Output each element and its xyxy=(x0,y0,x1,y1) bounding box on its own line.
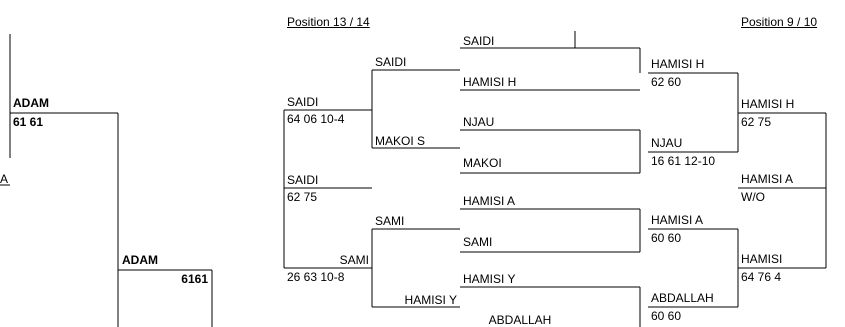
r2-w2: MAKOI S xyxy=(375,134,426,148)
r1-m1-top: SAIDI xyxy=(463,34,495,48)
r3-w1: SAIDI xyxy=(287,95,319,109)
right-r1-s2: 16 61 12-10 xyxy=(651,154,716,168)
right-r1-s4: 60 60 xyxy=(651,309,682,323)
right-r1-w1: HAMISI H xyxy=(651,57,705,71)
right-r1-w4: ABDALLAH xyxy=(651,291,714,305)
r2-w1: SAIDI xyxy=(375,55,407,69)
r1-m2-bottom: MAKOI xyxy=(463,156,502,170)
r3-w2-score: 62 75 xyxy=(287,190,318,204)
r3-w3: SAMI xyxy=(339,253,369,267)
r1-m4-top: HAMISI Y xyxy=(463,272,516,286)
left-position-header: Position 13 / 14 xyxy=(287,15,370,29)
right-r1-w3: HAMISI A xyxy=(651,213,704,227)
right-position-header: Position 9 / 10 xyxy=(741,15,818,29)
r3-w3-score: 26 63 10-8 xyxy=(287,270,345,284)
right-r1-s1: 62 60 xyxy=(651,75,682,89)
r1-m1-bottom: HAMISI H xyxy=(463,75,517,89)
right-r2-s3: 64 76 4 xyxy=(741,270,782,284)
r1-m3-top: HAMISI A xyxy=(463,194,516,208)
r1-m2-top: NJAU xyxy=(463,115,495,129)
right-r2-s2: W/O xyxy=(741,190,765,204)
right-r2-s1: 62 75 xyxy=(741,115,772,129)
right-r1-w2: NJAU xyxy=(651,136,683,150)
left-winner-r1-name: ADAM xyxy=(13,96,49,110)
left-partial-name: A xyxy=(0,172,9,186)
r3-w2: SAIDI xyxy=(287,173,319,187)
left-winner-r2-name: ADAM xyxy=(122,253,158,267)
right-r2-w1: HAMISI H xyxy=(741,97,795,111)
r2-w4: HAMISI Y xyxy=(404,293,457,307)
r1-m3-bottom: SAMI xyxy=(463,235,493,249)
right-r2-w2: HAMISI A xyxy=(741,172,794,186)
r3-w1-score: 64 06 10-4 xyxy=(287,112,345,126)
left-winner-r2-score: 6161 xyxy=(181,272,208,286)
right-r1-s3: 60 60 xyxy=(651,231,682,245)
r2-w3: SAMI xyxy=(375,214,405,228)
right-r2-w3: HAMISI xyxy=(741,252,783,266)
left-winner-r1-score: 61 61 xyxy=(13,115,44,129)
r1-m4-bottom: ABDALLAH xyxy=(488,313,552,327)
